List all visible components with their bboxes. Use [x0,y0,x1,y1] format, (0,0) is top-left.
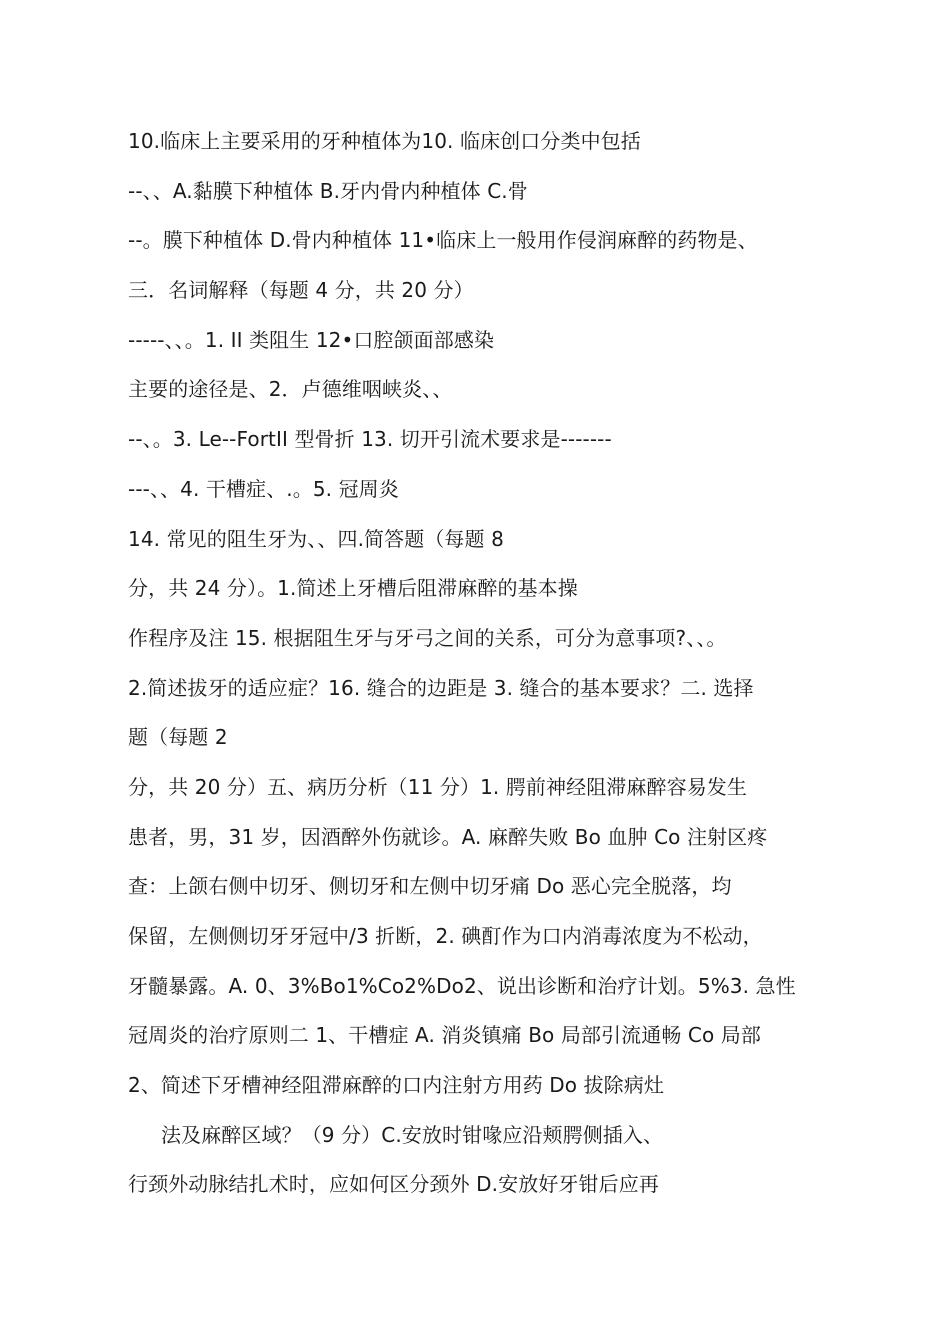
text-line: 分，共 24 分）。1.简述上牙槽后阻滞麻醉的基本操 [128,576,578,601]
text-line: 14. 常见的阻生牙为、、四.简答题（每题 8 [128,526,504,551]
text-line: 冠周炎的治疗原则二 1、干槽症 A. 消炎镇痛 Bo 局部引流通畅 Co 局部 [128,1023,761,1048]
text-line: 行颈外动脉结扎术时，应如何区分颈外 D.安放好牙钳后应再 [128,1172,659,1197]
text-line: --。膜下种植体 D.骨内种植体 11•临床上一般用作侵润麻醉的药物是、 [128,228,758,253]
text-line: 法及麻醉区域？（9 分）C.安放时钳喙应沿颊腭侧插入、 [161,1122,664,1147]
text-line: 10.临床上主要采用的牙种植体为10. 临床创口分类中包括 [128,129,641,153]
text-line: 分，共 20 分）五、病历分析（11 分）1. 腭前神经阻滞麻醉容易发生 [128,774,748,799]
text-line: 患者，男，31 岁，因酒醉外伤就诊。A. 麻醉失败 Bo 血肿 Co 注射区疼 [128,824,768,849]
text-line: 2、简述下牙槽神经阻滞麻醉的口内注射方用药 Do 拔除病灶 [128,1073,664,1098]
text-line: 主要的途径是、2．卢德维咽峡炎、、 [128,377,453,402]
text-line: 查：上颌右侧中切牙、侧切牙和左侧中切牙痛 Do 恶心完全脱落，均 [128,874,732,899]
text-line: 题（每题 2 [128,725,228,750]
text-line: 牙髓暴露。A. 0、3%Bo1%Co2%Do2、说出诊断和治疗计划。5%3. 急性 [128,973,796,998]
text-line: --、、A.黏膜下种植体 B.牙内骨内种植体 C.骨 [128,178,528,203]
text-line: 2.简述拔牙的适应症？16. 缝合的边距是 3. 缝合的基本要求？二. 选择 [128,675,754,700]
text-line: 作程序及注 15. 根据阻生牙与牙弓之间的关系，可分为意事项?、、。 [128,625,727,650]
text-line: --、。3. Le--FortII 型骨折 13. 切开引流术要求是------- [128,427,612,452]
text-line: 三．名词解释（每题 4 分，共 20 分） [128,278,474,303]
document-body [128,117,848,1210]
text-line: -----、、。1. II 类阻生 12•口腔颌面部感染 [128,327,495,352]
text-line: ---、、4. 干槽症、.。5. 冠周炎 [128,476,399,501]
text-line: 保留，左侧侧切牙牙冠中/3 折断，2. 碘酊作为口内消毒浓度为不松动， [128,924,763,948]
